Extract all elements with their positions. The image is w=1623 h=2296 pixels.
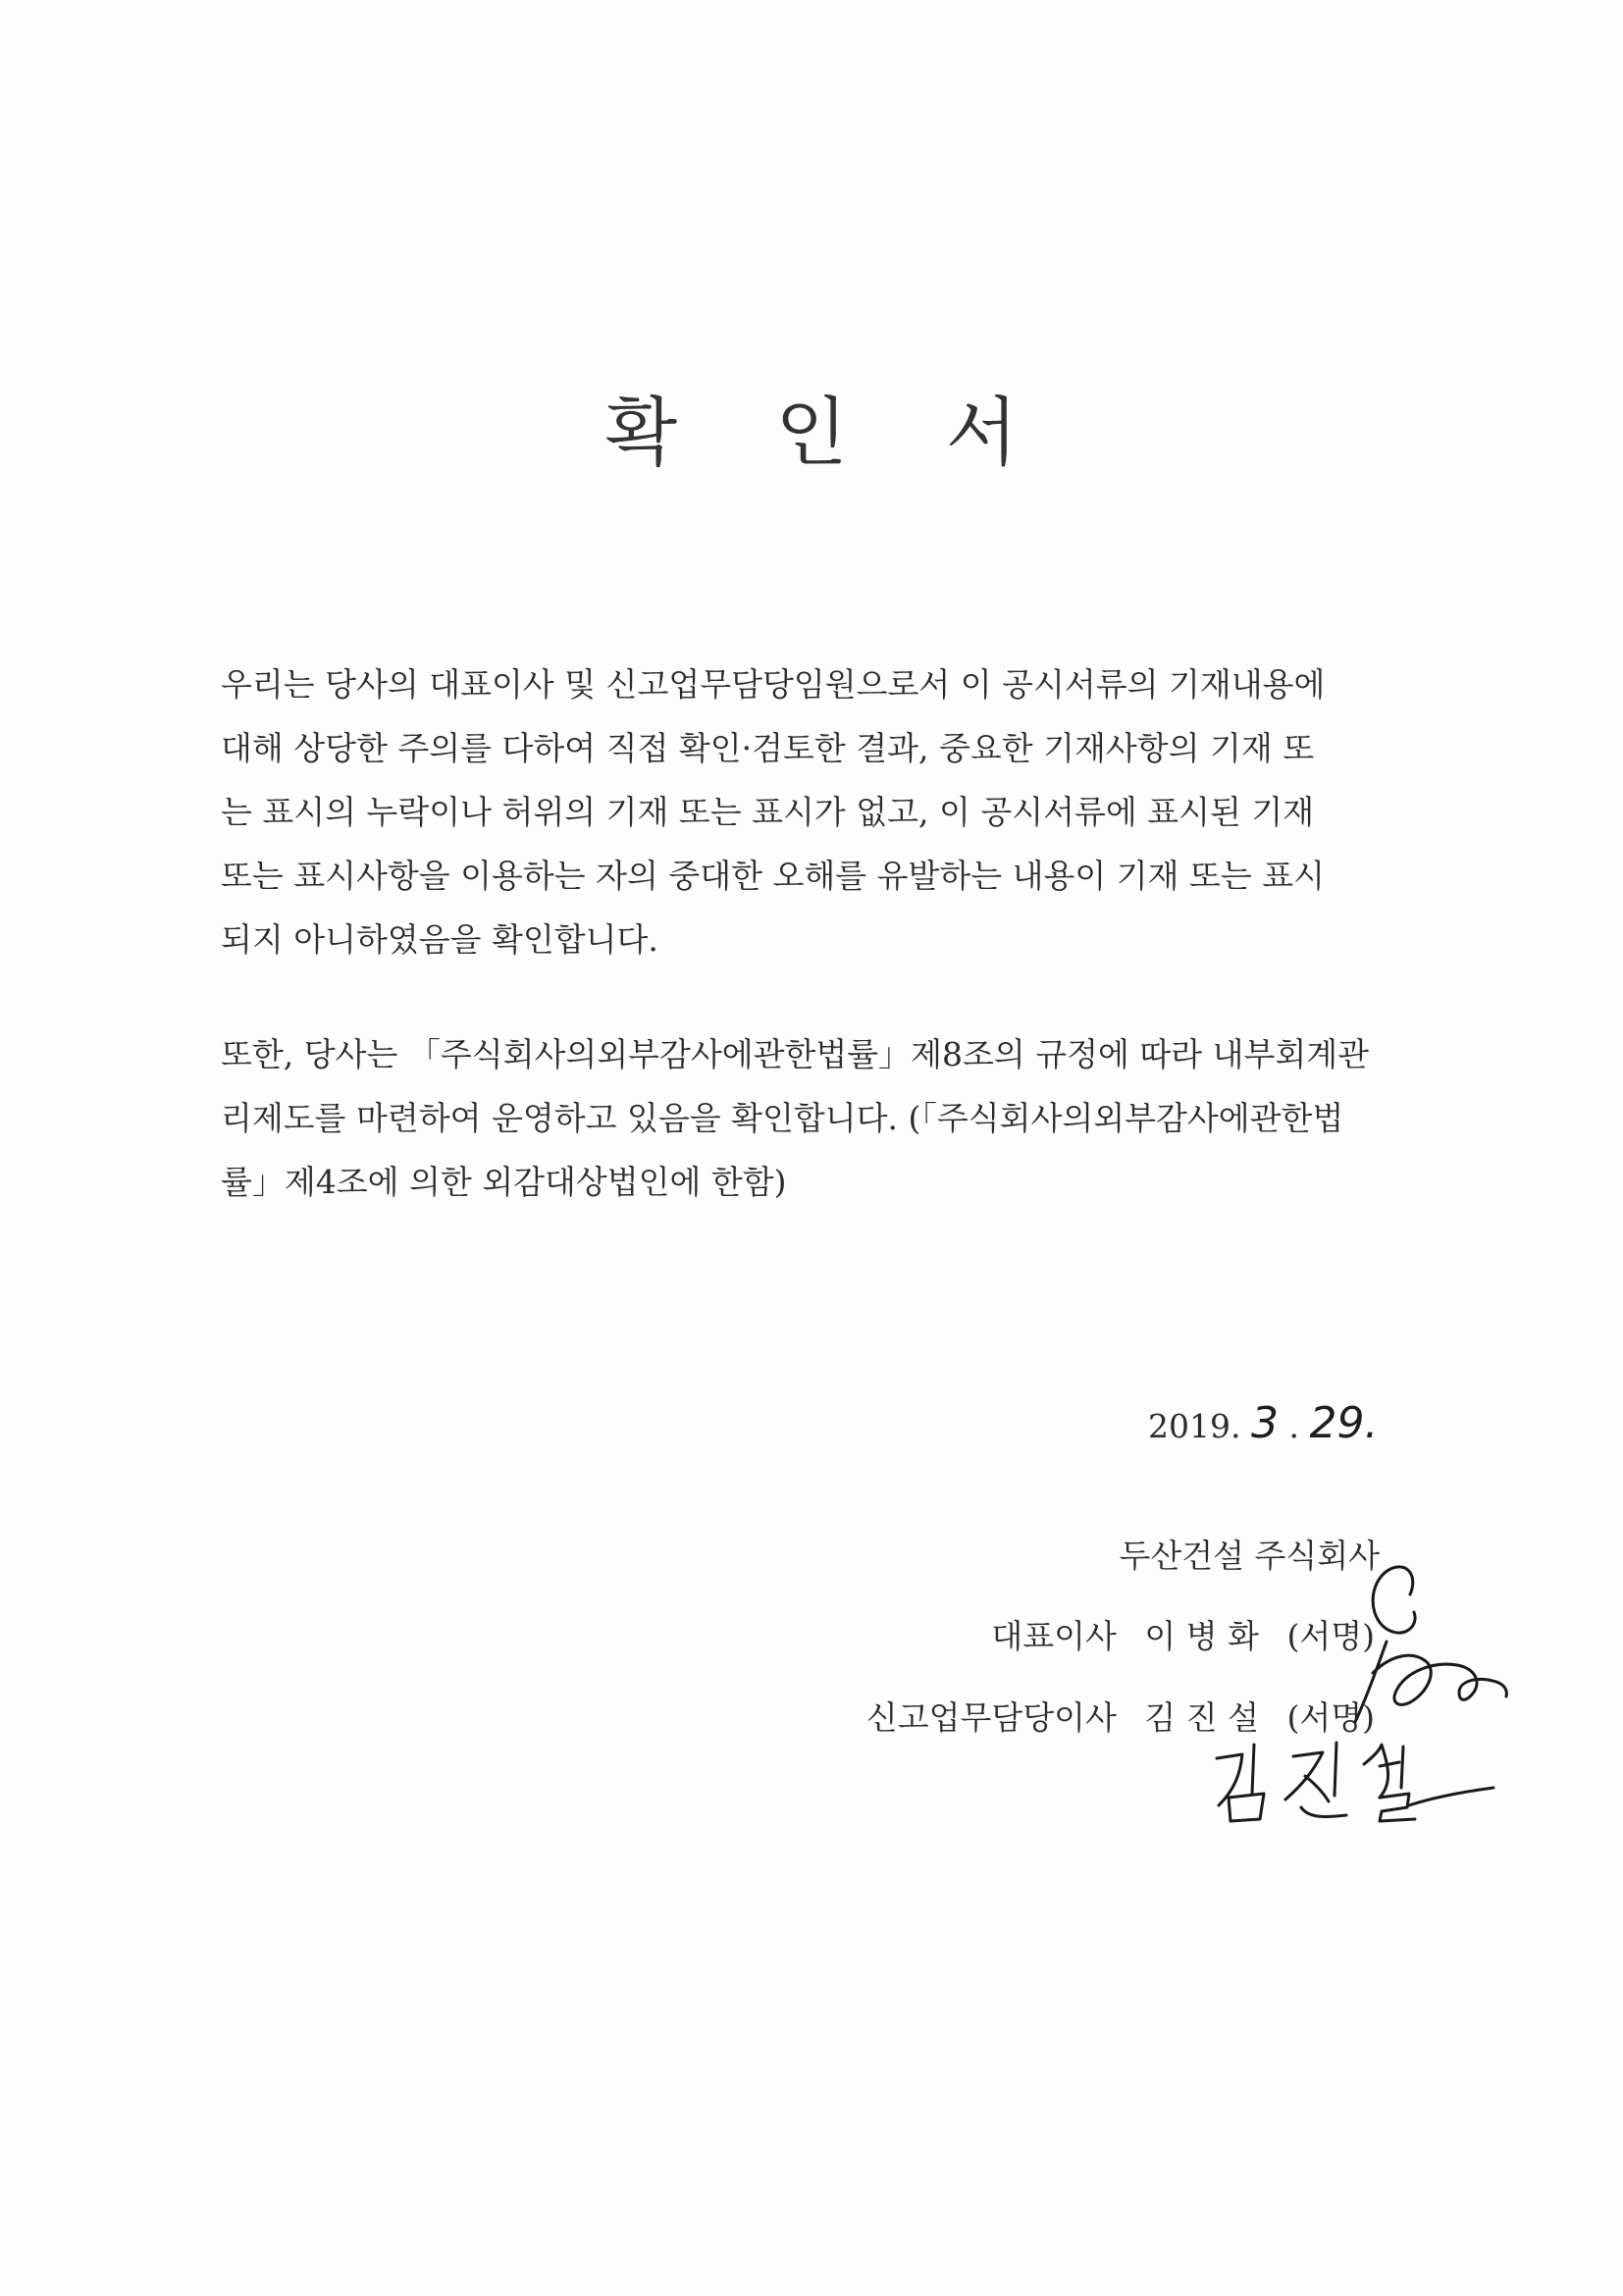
date-separator: .	[1288, 1407, 1299, 1445]
officer-role: 신고업무담당이사	[865, 1698, 1117, 1737]
paragraph-line: 우리는 당사의 대표이사 및 신고업무담당임원으로서 이 공시서류의 기재내용에	[221, 665, 1326, 704]
officer-signature-line	[849, 1693, 1375, 1739]
paragraph-line: 또는 표시사항을 이용하는 자의 중대한 오해를 유발하는 내용이 기재 또는 표시	[221, 857, 1325, 895]
internal-control-paragraph	[221, 1022, 1428, 1214]
officer-sign-label: (서명)	[1286, 1698, 1375, 1737]
confirmation-paragraph	[221, 652, 1428, 971]
document-date	[1148, 1398, 1378, 1448]
document-title: 확 인 서	[604, 389, 1056, 476]
date-month: 3	[1250, 1398, 1279, 1448]
paragraph-line: 대해 상당한 주의를 다하여 직접 확인·검토한 결과, 중요한 기재사항의 기재 또	[221, 729, 1315, 767]
date-year: 2019.	[1148, 1407, 1241, 1445]
officer-name: 김 진 설	[1144, 1698, 1259, 1737]
paragraph-line: 리제도를 마련하여 운영하고 있음을 확인합니다. (「주식회사의외부감사에관한법	[221, 1099, 1344, 1137]
paragraph-line: 또한, 당사는 「주식회사의외부감사에관한법률」제8조의 규정에 따라 내부회계관	[221, 1035, 1370, 1073]
ceo-name: 이 병 화	[1144, 1617, 1259, 1655]
ceo-signature-line	[973, 1611, 1375, 1657]
ceo-sign-label: (서명)	[1286, 1617, 1375, 1655]
date-day: 29.	[1309, 1398, 1379, 1448]
ceo-role: 대표이사	[991, 1617, 1117, 1655]
paragraph-line: 는 표시의 누락이나 허위의 기재 또는 표시가 없고, 이 공시서류에 표시된 기재	[221, 793, 1315, 831]
company-name: 두산건설 주식회사	[1119, 1537, 1380, 1575]
paragraph-line: 되지 아니하였음을 확인합니다.	[221, 920, 658, 959]
officer-handwritten-signature	[1207, 1737, 1501, 1825]
ceo-handwritten-signature	[1349, 1555, 1516, 1742]
paragraph-line: 률」제4조에 의한 외감대상법인에 한함)	[221, 1163, 787, 1201]
